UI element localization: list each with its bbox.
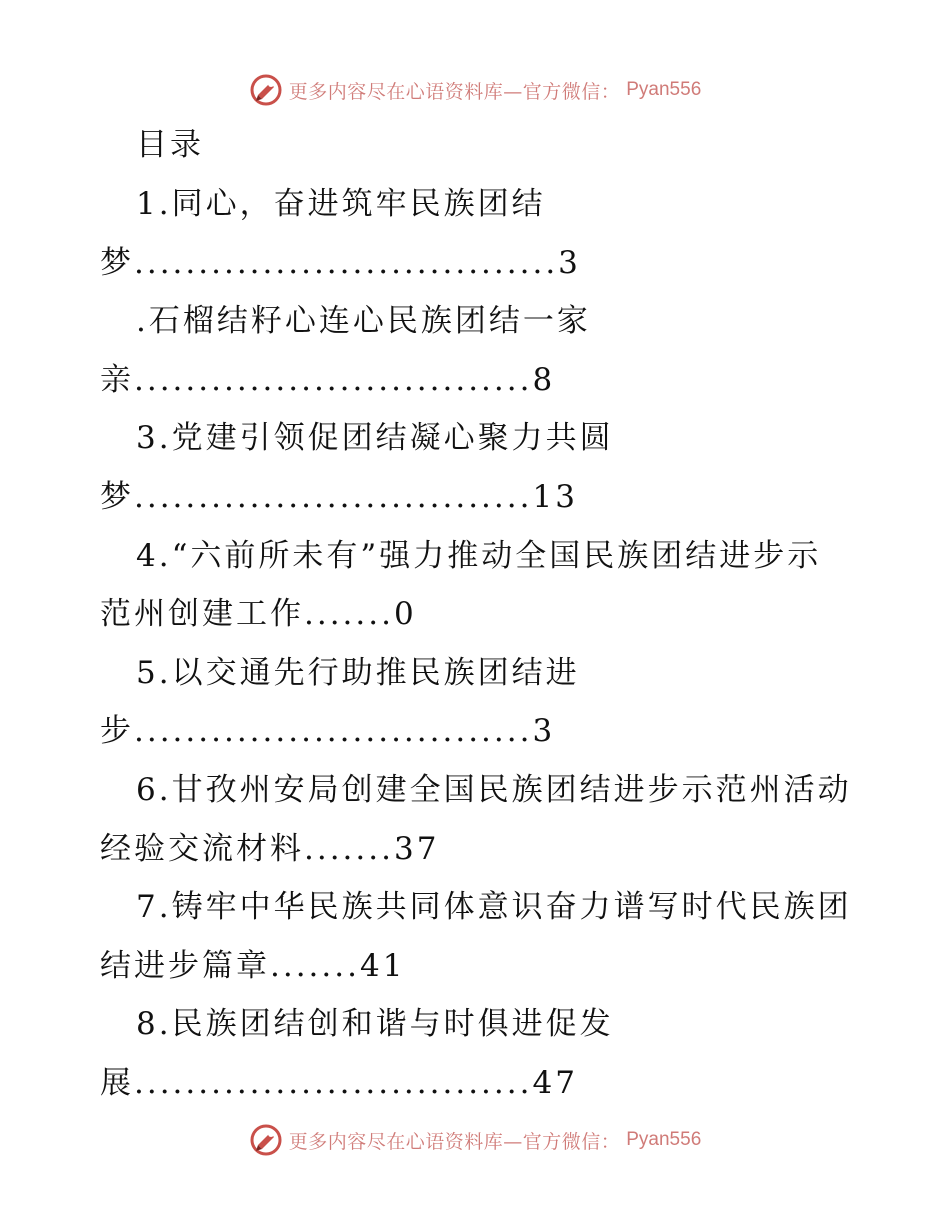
banner-wechat-id: Pyan556 (626, 1129, 702, 1150)
toc-entry-2-title: .石榴结籽心连心民族团结一家 (136, 303, 591, 339)
toc-entry-5-title: 5.以交通先行助推民族团结进 (136, 655, 580, 691)
toc-entry-3-page: 梦...............................13 (100, 479, 578, 515)
toc-entry-8-page: 展...............................47 (100, 1065, 578, 1101)
toc-entry-6-page: 经验交流材料.......37 (100, 831, 440, 867)
toc-entry-8-title: 8.民族团结创和谐与时俱进促发 (136, 1006, 614, 1042)
toc-entry-4-page: 范州创建工作.......0 (100, 596, 417, 632)
toc-entry-6-title: 6.甘孜州安局创建全国民族团结进步示范州活动 (136, 772, 852, 808)
toc-entry-1-title: 1.同心，奋进筑牢民族团结 (136, 186, 546, 222)
toc-entry-7-page: 结进步篇章.......41 (100, 948, 406, 984)
footer-banner (0, 1120, 950, 1160)
toc-entry-1-page: 梦.................................3 (100, 245, 581, 281)
toc-entry-4-title: 4.“六前所未有”强力推动全国民族团结进步示 (136, 538, 822, 574)
toc-entry-5-page: 步...............................3 (100, 713, 556, 749)
toc-entry-2-page: 亲...............................8 (100, 362, 556, 398)
toc-title: 目录 (136, 127, 204, 163)
toc-entry-3-title: 3.党建引领促团结凝心聚力共圆 (136, 420, 614, 456)
banner-wechat-id: Pyan556 (626, 79, 702, 100)
banner-text: 更多内容尽在心语资料库—官方微信： (288, 80, 621, 103)
banner-text: 更多内容尽在心语资料库—官方微信： (288, 1130, 621, 1153)
pen-logo-icon (249, 1123, 283, 1157)
toc-entry-7-title: 7.铸牢中华民族共同体意识奋力谱写时代民族团 (136, 889, 852, 925)
